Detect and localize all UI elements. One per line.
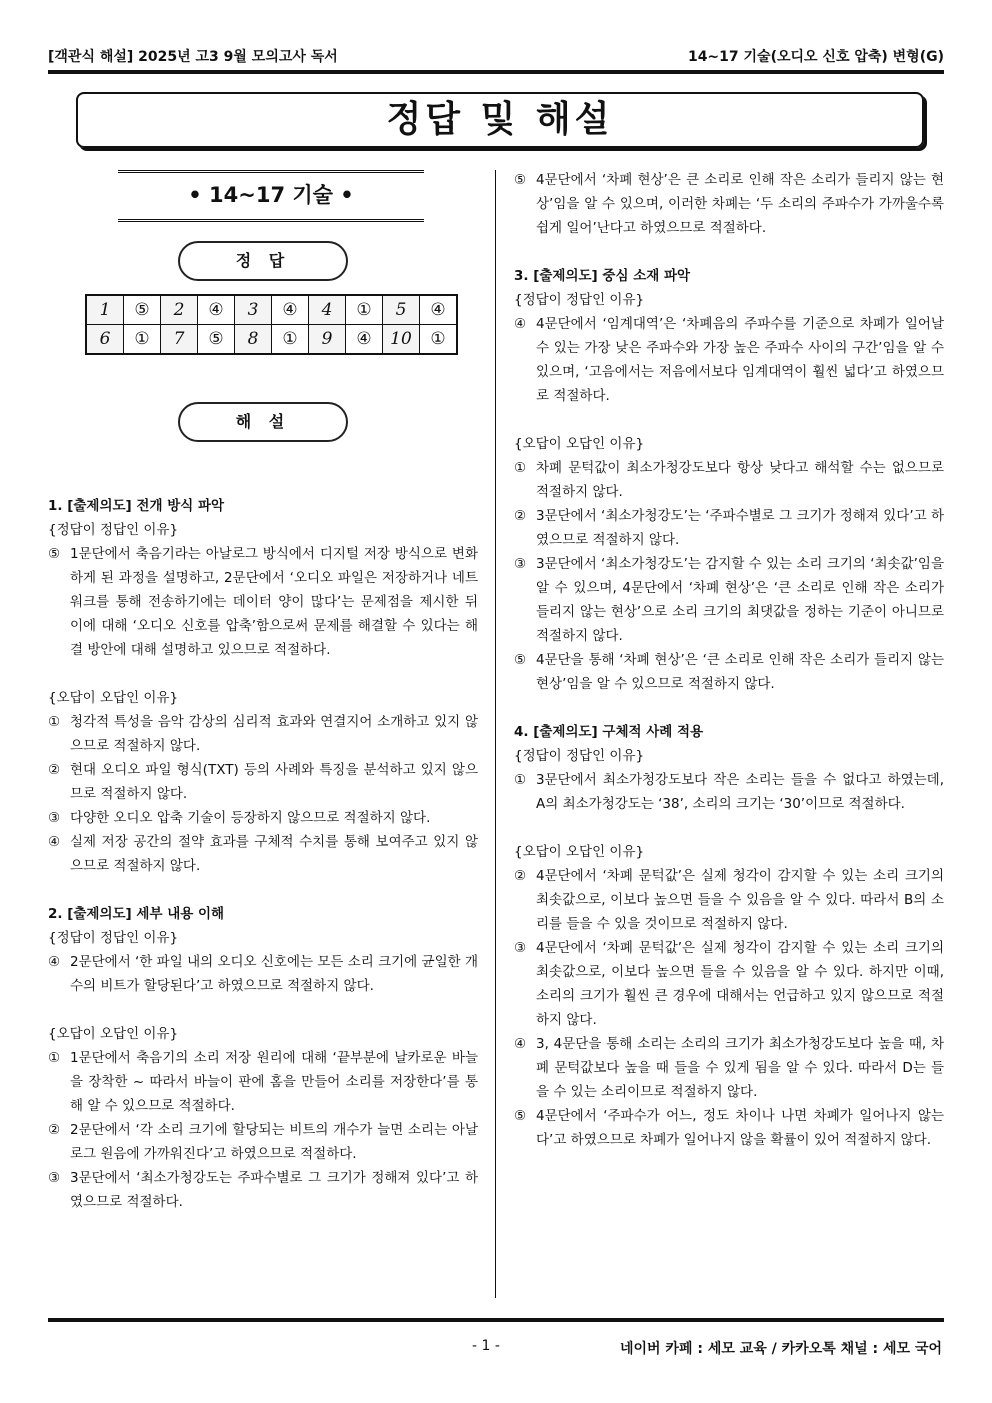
page-title: 정답 및 해설 <box>386 99 614 140</box>
footer-rule <box>48 1318 944 1322</box>
answer-choice: ⑤ <box>198 325 235 355</box>
page-header <box>48 46 944 66</box>
choice-marker: ① <box>48 1050 61 1066</box>
left-column <box>48 494 478 1238</box>
answer-choice: ④ <box>198 295 235 325</box>
explanation-text: 실제 저장 공간의 절약 효과를 구체적 수치를 통해 보여주고 있지 않으므로 적절하지 않다. <box>70 834 478 874</box>
explanation-text: 2문단에서 ‘각 소리 크기에 할당되는 비트의 개수가 늘면 소리는 아날로그 원음에 가까워진다’고 하였으므로 적절하다. <box>70 1122 478 1162</box>
reason-label: {오답이 오답인 이유} <box>48 690 179 706</box>
explanation-pill: 해 설 <box>178 402 348 442</box>
reason-label: {정답이 정답인 이유} <box>48 522 179 538</box>
explanation-item <box>48 710 478 758</box>
explanation-item <box>514 648 944 696</box>
question-number: 8 <box>235 325 272 355</box>
column-divider <box>495 170 496 1298</box>
explanation-text: 4문단에서 ‘차폐 문턱값’은 실제 청각이 감지할 수 있는 소리 크기의 최솟값으로, 이보다 높으면 들을 수 있음을 알 수 있다. 하지만 이때, 소리의 크기가 훨씬 큰 경우에 대해서는 언급하고 있지 않으므로 적절하지 않다. <box>536 940 944 1028</box>
explanation-block <box>48 1022 478 1214</box>
explanation-item <box>48 1046 478 1118</box>
choice-marker: ② <box>514 868 527 884</box>
explanation-item <box>514 936 944 1032</box>
choice-marker: ④ <box>514 1036 527 1052</box>
question-heading: 3. [출제의도] 중심 소재 파악 <box>514 268 691 284</box>
question-number: 6 <box>86 325 124 355</box>
choice-marker: ③ <box>48 1170 61 1186</box>
explanation-block <box>514 432 944 696</box>
explanation-item <box>48 830 478 878</box>
reason-label: {오답이 오답인 이유} <box>514 844 645 860</box>
page-number: - 1 - <box>472 1338 500 1354</box>
reason-label: {정답이 정답인 이유} <box>514 748 645 764</box>
answer-choice: ⑤ <box>124 295 161 325</box>
explanation-text: 차폐 문턱값이 최소가청강도보다 항상 낮다고 해석할 수는 없으므로 적절하지 않다. <box>536 460 944 500</box>
section-title: • 14~17 기술 • <box>118 170 424 222</box>
explanation-text: 현대 오디오 파일 형식(TXT) 등의 사례와 특징을 분석하고 있지 않으므로 적절하지 않다. <box>70 762 478 802</box>
explanation-text: 3문단에서 ‘최소가청강도’는 ‘주파수별로 그 크기가 정해져 있다’고 하였으므로 적절하지 않다. <box>536 508 944 548</box>
choice-marker: ② <box>48 1122 61 1138</box>
question-heading: 4. [출제의도] 구체적 사례 적용 <box>514 724 704 740</box>
footer-channel: 네이버 카페 : 세모 교육 / 카카오톡 채널 : 세모 국어 <box>619 1341 942 1357</box>
answer-choice: ① <box>346 295 383 325</box>
explanation-item <box>514 768 944 816</box>
question-number: 3 <box>235 295 272 325</box>
explanation-item <box>48 1118 478 1166</box>
answer-row <box>86 325 457 355</box>
explanation-text: 3문단에서 ‘최소가청강도’는 감지할 수 있는 소리 크기의 ‘최솟값’임을 알 수 있으며, 4문단에서 ‘차폐 현상’은 ‘큰 소리로 인해 작은 소리가 들리지 않는 현상’으로 소리 크기의 최댓값을 정하는 기준이 아니므로 적절하지 않다. <box>536 556 944 644</box>
answer-choice: ④ <box>346 325 383 355</box>
answer-choice: ① <box>272 325 309 355</box>
choice-marker: ⑤ <box>514 1108 527 1124</box>
explanation-block <box>514 264 944 408</box>
explanation-item <box>514 168 944 240</box>
explanation-item <box>514 1032 944 1104</box>
explanation-text: 1문단에서 축음기의 소리 저장 원리에 대해 ‘끝부분에 날카로운 바늘을 장착한 ~ 따라서 바늘이 판에 홈을 만들어 소리를 저장한다’를 통해 알 수 있으므로 적절하다. <box>70 1050 478 1114</box>
explanation-item <box>48 806 478 830</box>
explanation-text: 4문단에서 ‘차폐 문턱값’은 실제 청각이 감지할 수 있는 소리 크기의 최솟값으로, 이보다 높으면 들을 수 있음을 알 수 있다. 따라서 B의 소리를 들을 수 있을 것이므로 적절하지 않다. <box>536 868 944 932</box>
question-number: 5 <box>383 295 420 325</box>
answer-choice: ① <box>420 325 458 355</box>
explanation-text: 3, 4문단을 통해 소리는 소리의 크기가 최소가청강도보다 높을 때, 차폐 문턱값보다 높을 때 들을 수 있게 됨을 알 수 있다. 따라서 D는 들을 수 있는 소리이므로 적절하지 않다. <box>536 1036 944 1100</box>
choice-marker: ② <box>48 762 61 778</box>
explanation-item <box>514 456 944 504</box>
explanation-item <box>514 1104 944 1152</box>
question-number: 7 <box>161 325 198 355</box>
reason-label: {정답이 정답인 이유} <box>514 292 645 308</box>
choice-marker: ④ <box>514 316 527 332</box>
reason-label: {오답이 오답인 이유} <box>514 436 645 452</box>
explanation-text: 3문단에서 최소가청강도보다 작은 소리는 들을 수 없다고 하였는데, A의 최소가청강도는 ‘38’, 소리의 크기는 ‘30’이므로 적절하다. <box>536 772 944 812</box>
choice-marker: ④ <box>48 834 61 850</box>
explanation-block <box>48 686 478 878</box>
choice-marker: ① <box>514 772 527 788</box>
question-number: 2 <box>161 295 198 325</box>
explanation-item <box>48 758 478 806</box>
explanation-text: 다양한 오디오 압축 기술이 등장하지 않으므로 적절하지 않다. <box>70 810 431 826</box>
explanation-text: 4문단에서 ‘임계대역’은 ‘차폐음의 주파수를 기준으로 차폐가 일어날 수 있는 가장 낮은 주파수와 가장 높은 주파수 사이의 구간’임을 알 수 있으며, ‘고음에서는 저음에서보다 임계대역이 훨씬 넓다’고 하였으므로 적절하다. <box>536 316 944 404</box>
explanation-item <box>514 312 944 408</box>
answer-choice: ① <box>124 325 161 355</box>
right-column <box>514 168 944 1176</box>
question-number: 1 <box>86 295 124 325</box>
choice-marker: ⑤ <box>514 172 527 188</box>
question-heading: 1. [출제의도] 전개 방식 파악 <box>48 498 225 514</box>
reason-label: {오답이 오답인 이유} <box>48 1026 179 1042</box>
question-number: 9 <box>309 325 346 355</box>
explanation-block <box>48 494 478 662</box>
answer-row <box>86 295 457 325</box>
explanation-text: 청각적 특성을 음악 감상의 심리적 효과와 연결지어 소개하고 있지 않으므로 적절하지 않다. <box>70 714 478 754</box>
explanation-block <box>514 168 944 240</box>
explanation-block <box>48 902 478 998</box>
explanation-text: 1문단에서 축음기라는 아날로그 방식에서 디지털 저장 방식으로 변화하게 된 과정을 설명하고, 2문단에서 ‘오디오 파일은 저장하거나 네트워크를 통해 전송하기에는 데이터 양이 많다’는 문제점을 제시한 뒤 이에 대해 ‘오디오 신호를 압축’함으로써 문제를 해결할 수 있다는 해결 방안에 대해 설명하고 있으므로 적절하다. <box>70 546 478 658</box>
answer-choice: ④ <box>272 295 309 325</box>
header-left: [객관식 해설] 2025년 고3 9월 모의고사 독서 <box>48 49 338 65</box>
question-number: 4 <box>309 295 346 325</box>
title-box <box>76 92 924 148</box>
explanation-block <box>514 720 944 816</box>
choice-marker: ① <box>514 460 527 476</box>
choice-marker: ③ <box>514 940 527 956</box>
header-right: 14~17 기술(오디오 신호 압축) 변형(G) <box>687 49 944 65</box>
question-number: 10 <box>383 325 420 355</box>
choice-marker: ⑤ <box>514 652 527 668</box>
explanation-text: 3문단에서 ‘최소가청강도는 주파수별로 그 크기가 정해져 있다’고 하였으므로 적절하다. <box>70 1170 478 1210</box>
explanation-item <box>514 552 944 648</box>
explanation-item <box>48 950 478 998</box>
explanation-text: 4문단에서 ‘차폐 현상’은 큰 소리로 인해 작은 소리가 들리지 않는 현상’임을 알 수 있으며, 이러한 차폐는 ‘두 소리의 주파수가 가까울수록 쉽게 일어’난다고 하였으므로 적절하다. <box>536 172 944 236</box>
answer-choice: ④ <box>420 295 458 325</box>
explanation-item <box>514 504 944 552</box>
header-rule <box>48 70 944 74</box>
choice-marker: ② <box>514 508 527 524</box>
explanation-text: 4문단을 통해 ‘차폐 현상’은 ‘큰 소리로 인해 작은 소리가 들리지 않는 현상’임을 알 수 있으므로 적절하지 않다. <box>536 652 944 692</box>
choice-marker: ① <box>48 714 61 730</box>
choice-marker: ③ <box>514 556 527 572</box>
choice-marker: ⑤ <box>48 546 61 562</box>
question-heading: 2. [출제의도] 세부 내용 이해 <box>48 906 225 922</box>
explanation-item <box>48 1166 478 1214</box>
reason-label: {정답이 정답인 이유} <box>48 930 179 946</box>
answer-pill: 정 답 <box>178 241 348 281</box>
explanation-text: 4문단에서 ‘주파수가 어느, 정도 차이나 나면 차폐가 일어나지 않는다’고 하였으므로 차폐가 일어나지 않을 확률이 있어 적절하지 않다. <box>536 1108 944 1148</box>
explanation-item <box>514 864 944 936</box>
explanation-item <box>48 542 478 662</box>
answer-table <box>85 294 458 355</box>
choice-marker: ④ <box>48 954 61 970</box>
explanation-text: 2문단에서 ‘한 파일 내의 오디오 신호에는 모든 소리 크기에 균일한 개수의 비트가 할당된다’고 하였으므로 적절하지 않다. <box>70 954 478 994</box>
choice-marker: ③ <box>48 810 61 826</box>
explanation-block <box>514 840 944 1152</box>
